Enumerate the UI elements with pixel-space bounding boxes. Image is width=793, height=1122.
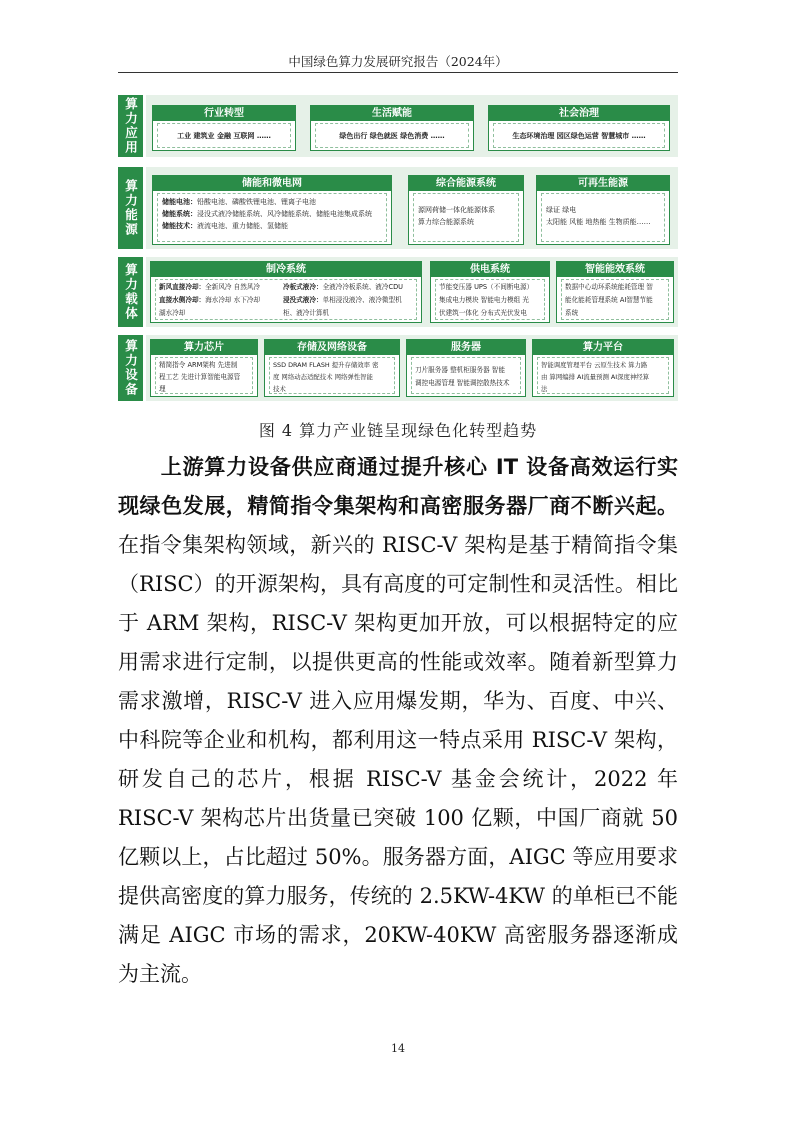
box-line: 绿色出行 绿色就医 绿色消费 …… <box>339 131 445 140</box>
box-line: 工业 建筑业 金融 互联网 …… <box>177 131 271 140</box>
box-line: 储能技术：液流电池、重力储能、氢储能 <box>162 222 288 230</box>
figure-caption: 图 4 算力产业链呈现绿色化转型趋势 <box>258 421 538 440</box>
box-line: 伏建筑一体化 分布式光伏发电 <box>439 309 527 317</box>
page-number: 14 <box>391 1042 405 1055</box>
box-storage-microgrid <box>152 175 392 245</box>
box-line: 能化能耗管理系统 AI智慧节能 <box>565 296 653 304</box>
box-content <box>435 279 545 320</box>
layer-body <box>146 257 678 327</box>
box-line: 系统 <box>565 309 579 317</box>
box-line: 法 <box>541 385 548 393</box>
box-content <box>157 123 291 148</box>
box-line: 度 网络动态适配技术 网络弹性智能 <box>273 373 373 381</box>
box-line: 技术 <box>273 385 286 393</box>
layer-label: 算力应用 <box>118 95 143 157</box>
box-title: 存储及网络设备 <box>265 340 399 355</box>
box-title: 算力平台 <box>533 340 673 355</box>
box-line: 刀片服务器 整机柜服务器 智能 <box>415 366 505 374</box>
box-renewable-energy <box>536 175 670 245</box>
box-energy-efficiency <box>556 261 674 323</box>
box-line: 节能变压器 UPS（不间断电源） <box>439 283 534 291</box>
box-line: 太阳能 风能 地热能 生物质能…… <box>546 218 651 226</box>
layer-body <box>146 335 678 401</box>
box-line: 程工艺 先进计算智能电源管 <box>159 373 241 381</box>
box-title: 制冷系统 <box>151 262 421 277</box>
box-line: 理 <box>159 385 166 393</box>
box-line: 储能电池：铅酸电池、磷酸铁锂电池、锂离子电池 <box>162 198 316 206</box>
running-header: 中国绿色算力发展研究报告（2024年） <box>288 54 508 69</box>
body-paragraph <box>118 448 678 994</box>
box-life-empowerment <box>310 105 474 151</box>
box-content <box>155 279 417 320</box>
box-content <box>411 357 521 394</box>
box-title: 供电系统 <box>431 262 549 277</box>
layer-carrier <box>118 257 678 327</box>
box-title: 储能和微电网 <box>153 176 391 191</box>
box-line: 源网荷储一体化能源体系 <box>418 206 495 214</box>
box-server <box>406 339 526 397</box>
box-title: 可再生能源 <box>537 176 669 191</box>
box-content <box>315 123 469 148</box>
box-line: 数据中心动环系统能耗管理 智 <box>565 283 653 291</box>
box-line: 绿证 绿电 <box>546 206 577 214</box>
box-cooling-system <box>150 261 422 323</box>
box-content <box>541 193 665 242</box>
layer-label: 算力载体 <box>118 257 143 327</box>
box-line: 精简指令 ARM架构 先进制 <box>159 361 238 369</box>
box-line: 湖水冷却 柜、液冷计算机 <box>159 309 330 317</box>
box-content <box>157 193 387 242</box>
box-compute-chip <box>150 339 258 397</box>
layer-label: 算力设备 <box>118 335 143 401</box>
box-line: 储能系统：浸没式液冷储能系统、风冷储能系统、储能电池集成系统 <box>162 210 372 218</box>
paragraph-text: 在指令集架构领域，新兴的 RISC-V 架构是基于精简指令集（RISC）的开源架构，具有高度的可定制性和灵活性。相比于 ARM 架构，RISC-V 架构更加开放，可以根据特定的应用需求进行定制，以提供更高的性能或效率。随着新型算力需求激增，RISC-V 进入应用爆发期，华为、百度、中兴、中科院等企业和机构，都利用这一特点采用 RISC-V 架构，研发自己的芯片，根据 RISC-V 基金会统计，2022 年 RISC-V 架构芯片出货量已突破 100 亿颗，中国厂商就 50 亿颗以上，占比超过 50%。服务器方面，AIGC 等应用要求提供高密度的算力服务，传统的 2.5KW-4KW 的单柜已不能满足 AIGC 市场的需求，20KW-40KW 高密服务器逐渐成为主流。 <box>118 533 678 986</box>
box-title: 智能能效系统 <box>557 262 673 277</box>
box-integrated-energy <box>408 175 524 245</box>
box-content <box>493 123 665 148</box>
box-industry-transformation <box>152 105 296 151</box>
box-line: 算力综合能源系统 <box>418 218 474 226</box>
box-line: 生态环境治理 园区绿色运营 智慧城市 …… <box>512 131 646 140</box>
box-social-governance <box>488 105 670 151</box>
box-line: 由 算网编排 AI流量预测 AI深度神经算 <box>541 373 650 381</box>
layer-body <box>146 95 678 157</box>
box-line: 新风直接冷却：全新风冷 自然风冷 冷板式液冷：全液冷冷板系统、液冷CDU <box>159 283 404 291</box>
box-content <box>561 279 669 320</box>
box-compute-platform <box>532 339 674 397</box>
industry-chain-diagram <box>118 95 678 405</box>
box-line: 调控电源管理 智能调控散热技术 <box>415 379 510 387</box>
box-content <box>413 193 519 242</box>
paragraph-lead: 上游算力设备供应商通过提升核心 IT 设备高效运行实现绿色发展，精简指令集架构和高密服务器厂商不断兴起。 <box>118 455 678 518</box>
layer-body <box>146 167 678 249</box>
box-content <box>155 357 253 394</box>
box-storage-network <box>264 339 400 397</box>
box-line: 集成电力模块 智能电力模组 光 <box>439 296 529 304</box>
box-title: 社会治理 <box>489 106 669 121</box>
box-line: SSD DRAM FLASH 提升存储效率 密 <box>273 361 379 369</box>
layer-energy <box>118 167 678 249</box>
box-content <box>269 357 395 394</box>
box-title: 综合能源系统 <box>409 176 523 191</box>
box-content <box>537 357 669 394</box>
layer-application <box>118 95 678 157</box>
box-title: 生活赋能 <box>311 106 473 121</box>
box-line: 直接水侧冷却：海水冷却 水下冷却 浸没式液冷：单相浸没液冷、液冷微型机 <box>159 296 402 304</box>
box-line: 智能调度管理平台 云原生技术 算力路 <box>541 361 648 369</box>
box-title: 行业转型 <box>153 106 295 121</box>
layer-label: 算力能源 <box>118 167 143 249</box>
box-power-supply <box>430 261 550 323</box>
header-rule <box>118 72 678 73</box>
box-title: 算力芯片 <box>151 340 257 355</box>
layer-equipment <box>118 335 678 401</box>
box-title: 服务器 <box>407 340 525 355</box>
